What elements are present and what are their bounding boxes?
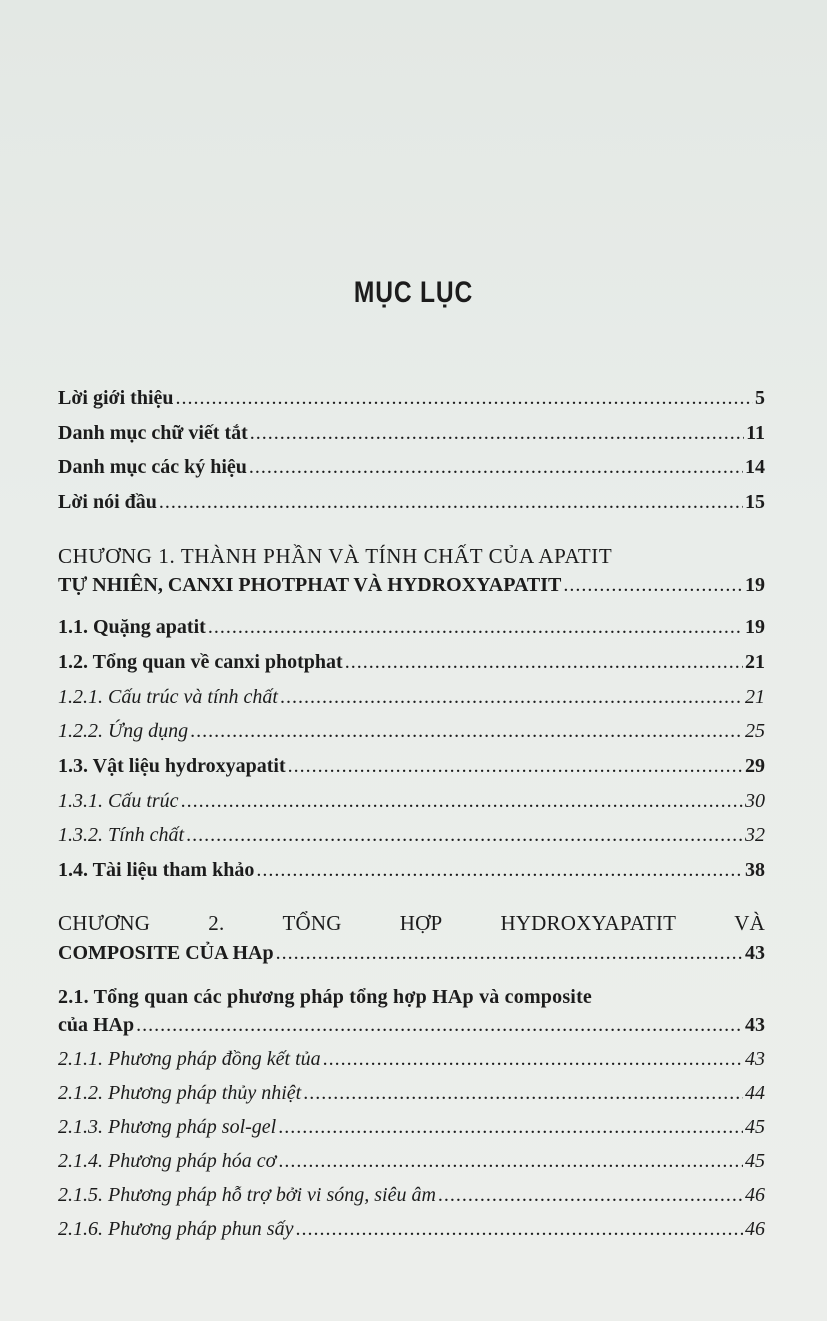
toc-entry[interactable]	[58, 1047, 765, 1071]
toc-entry-page: 45	[745, 1116, 765, 1138]
heading-word: HỢP	[399, 911, 443, 935]
toc-entry-page: 21	[745, 686, 765, 708]
toc-entry[interactable]	[58, 754, 765, 778]
toc-entry[interactable]	[58, 1149, 765, 1173]
toc-entry[interactable]	[58, 941, 765, 965]
dot-leader	[303, 1081, 743, 1105]
toc-entry-page: 45	[745, 1150, 765, 1172]
toc-entry-page: 21	[745, 651, 765, 673]
toc-entry[interactable]	[58, 1013, 765, 1037]
dot-leader	[181, 789, 743, 813]
toc-entry-label: 2.1.5. Phương pháp hỗ trợ bởi vi sóng, siêu âm	[58, 1184, 436, 1206]
toc-entry-label: 2.1.2. Phương pháp thủy nhiệt	[58, 1082, 302, 1104]
toc-entry[interactable]	[58, 1081, 765, 1105]
dot-leader	[136, 1013, 743, 1037]
toc-entry[interactable]	[58, 386, 765, 410]
dot-leader	[278, 1149, 743, 1173]
toc-entry-page: 25	[745, 720, 765, 742]
dot-leader	[295, 1217, 743, 1241]
toc-entry[interactable]	[58, 615, 765, 639]
toc-entry-label: 2.1.4. Phương pháp hóa cơ	[58, 1150, 277, 1172]
toc-entry-page: 19	[745, 574, 765, 596]
toc-entry-label: 1.2.2. Ứng dụng	[58, 720, 189, 742]
chapter-heading-line2: COMPOSITE CỦA HAp	[58, 942, 274, 964]
heading-word: CHƯƠNG	[58, 911, 151, 935]
toc-entry-label: 2.1.6. Phương pháp phun sấy	[58, 1218, 294, 1240]
dot-leader	[208, 615, 743, 639]
dot-leader	[176, 386, 754, 410]
dot-leader	[276, 941, 743, 965]
toc-entry[interactable]	[58, 1115, 765, 1139]
dot-leader	[323, 1047, 743, 1071]
toc-entry[interactable]	[58, 573, 765, 597]
toc-entry-page: 38	[745, 859, 765, 881]
toc-entry-page: 15	[745, 491, 765, 513]
section-heading-line1: 2.1. Tổng quan các phương pháp tổng hợp HAp và composite	[58, 986, 593, 1008]
dot-leader	[563, 573, 743, 597]
toc-entry-page: 43	[745, 1014, 765, 1036]
toc-entry-label: Danh mục các ký hiệu	[58, 456, 247, 478]
toc-entry-page: 43	[745, 942, 765, 964]
dot-leader	[278, 1115, 743, 1139]
toc-entry[interactable]	[58, 719, 765, 743]
toc-entry-page: 11	[746, 422, 765, 444]
page-title: MỤC LỤC	[353, 276, 474, 309]
dot-leader	[186, 823, 743, 847]
toc-entry-label: Lời giới thiệu	[58, 387, 174, 409]
toc-entry-label: 2.1.3. Phương pháp sol-gel	[58, 1116, 277, 1138]
toc-entry-page: 32	[745, 824, 765, 846]
dot-leader	[250, 421, 744, 445]
toc-entry[interactable]	[58, 685, 765, 709]
toc-entry-page: 46	[745, 1184, 765, 1206]
toc-entry-page: 44	[745, 1082, 765, 1104]
dot-leader	[159, 490, 743, 514]
toc-entry-label: 1.2.1. Cấu trúc và tính chất	[58, 686, 278, 708]
toc-entry-page: 30	[745, 790, 765, 812]
toc-entry[interactable]	[58, 858, 765, 882]
dot-leader	[288, 754, 743, 778]
toc-entry-label: 2.1.1. Phương pháp đồng kết tủa	[58, 1048, 321, 1070]
toc-entry-label: 1.3.2. Tính chất	[58, 824, 185, 846]
toc-entry-label: 1.4. Tài liệu tham khảo	[58, 859, 255, 881]
toc-entry-label: 1.3. Vật liệu hydroxyapatit	[58, 755, 286, 777]
chapter-heading-line1	[58, 911, 765, 935]
dot-leader	[345, 650, 743, 674]
toc-entry-page: 43	[745, 1048, 765, 1070]
chapter-heading-line2: TỰ NHIÊN, CANXI PHOTPHAT VÀ HYDROXYAPATIT	[58, 574, 562, 596]
toc-entry-label: 1.1. Quặng apatit	[58, 616, 206, 638]
heading-word: VÀ	[734, 911, 765, 935]
toc-entry-label: Danh mục chữ viết tắt	[58, 422, 248, 444]
toc-entry-label: 1.2. Tổng quan về canxi photphat	[58, 651, 343, 673]
dot-leader	[249, 455, 743, 479]
toc-entry[interactable]	[58, 490, 765, 514]
toc-entry[interactable]	[58, 455, 765, 479]
toc-entry[interactable]	[58, 823, 765, 847]
heading-word: TỔNG	[282, 911, 342, 935]
toc-entry[interactable]	[58, 650, 765, 674]
heading-word: HYDROXYAPATIT	[500, 911, 677, 935]
dot-leader	[280, 685, 743, 709]
toc-entry-page: 29	[745, 755, 765, 777]
toc-entry[interactable]	[58, 789, 765, 813]
toc-entry-page: 19	[745, 616, 765, 638]
toc-entry-page: 14	[745, 456, 765, 478]
dot-leader	[190, 719, 743, 743]
section-heading-line2: của HAp	[58, 1014, 135, 1036]
dot-leader	[256, 858, 743, 882]
toc-entry[interactable]	[58, 421, 765, 445]
toc-entry-label: 1.3.1. Cấu trúc	[58, 790, 179, 812]
toc-entry[interactable]	[58, 1183, 765, 1207]
chapter-heading-line1: CHƯƠNG 1. THÀNH PHẦN VÀ TÍNH CHẤT CỦA APATIT	[58, 544, 613, 568]
dot-leader	[438, 1183, 743, 1207]
toc-entry[interactable]	[58, 1217, 765, 1241]
toc-entry-page: 46	[745, 1218, 765, 1240]
toc-entry-label: Lời nói đầu	[58, 491, 157, 513]
heading-word: 2.	[208, 911, 225, 935]
toc-entry-page: 5	[755, 387, 765, 409]
